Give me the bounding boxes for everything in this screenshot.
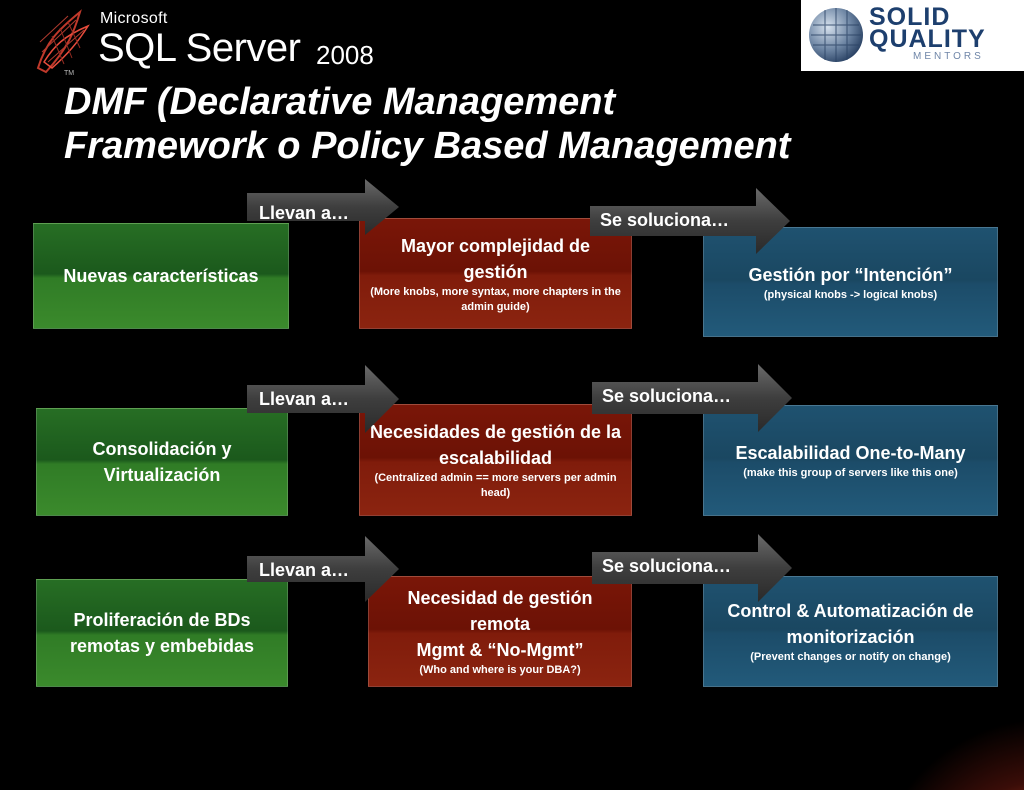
solution-text-3: Control & Automatización de monitorización — [727, 601, 974, 647]
problem-note-1: (More knobs, more syntax, more chapters in the admin guide) — [370, 285, 621, 313]
corner-sphere-decoration — [860, 690, 1024, 790]
solve-arrow-2 — [592, 364, 792, 432]
logo-product-text: SQL Server — [98, 26, 301, 70]
slide-title — [64, 80, 964, 168]
solve-arrow-1 — [590, 188, 790, 254]
problem-text-3: Necesidad de gestión remota — [407, 588, 593, 634]
solve-arrow-label-1: Se soluciona… — [600, 210, 730, 230]
cause-text-1: Nuevas características — [63, 266, 259, 286]
partner-line2: QUALITY — [869, 25, 986, 53]
logo-microsoft-text: Microsoft — [100, 10, 168, 27]
problem-note-3: (Who and where is your DBA?) — [419, 664, 581, 676]
sql-server-logo — [28, 2, 388, 82]
problem-text-1: Mayor complejidad de gestión — [400, 235, 591, 282]
logo-year-text: 2008 — [316, 40, 374, 70]
lead-arrow-3 — [247, 536, 399, 602]
sql-server-flame-icon — [28, 2, 98, 74]
logo-tm-text: TM — [64, 70, 75, 77]
cause-text-3: Proliferación de BDs remotas y embebidas — [69, 610, 255, 656]
cause-box-1 — [33, 223, 289, 329]
problem-extra-3: Mgmt & “No-Mgmt” — [416, 640, 584, 660]
solve-arrow-label-3: Se soluciona… — [602, 556, 732, 576]
lead-arrow-label-1: Llevan a… — [259, 203, 350, 223]
solid-quality-mentors-logo — [801, 0, 1024, 71]
lead-arrow-1 — [247, 179, 399, 235]
slide-title-line2: Framework o Policy Based Management — [64, 125, 791, 167]
problem-note-2: (Centralized admin == more servers per admin head) — [374, 472, 617, 499]
problem-text-2: Necesidades de gestión de la escalabilidad — [369, 422, 622, 468]
partner-line3: MENTORS — [913, 51, 984, 62]
solution-text-2: Escalabilidad One-to-Many — [735, 443, 966, 463]
globe-icon — [807, 5, 865, 65]
lead-arrow-2 — [247, 365, 399, 433]
solution-note-2: (make this group of servers like this one) — [743, 467, 958, 479]
solve-arrow-3 — [592, 534, 792, 602]
solution-note-3: (Prevent changes or notify on change) — [750, 651, 951, 663]
cause-text-2: Consolidación y Virtualización — [92, 439, 232, 485]
lead-arrow-label-3: Llevan a… — [259, 560, 350, 580]
partner-line1: SOLID — [869, 3, 951, 31]
slide-title-line1: DMF (Declarative Management — [64, 81, 616, 123]
solution-note-1: (physical knobs -> logical knobs) — [763, 288, 938, 301]
solve-arrow-label-2: Se soluciona… — [602, 386, 732, 406]
lead-arrow-label-2: Llevan a… — [259, 389, 350, 409]
solution-text-1: Gestión por “Intención” — [748, 264, 953, 285]
